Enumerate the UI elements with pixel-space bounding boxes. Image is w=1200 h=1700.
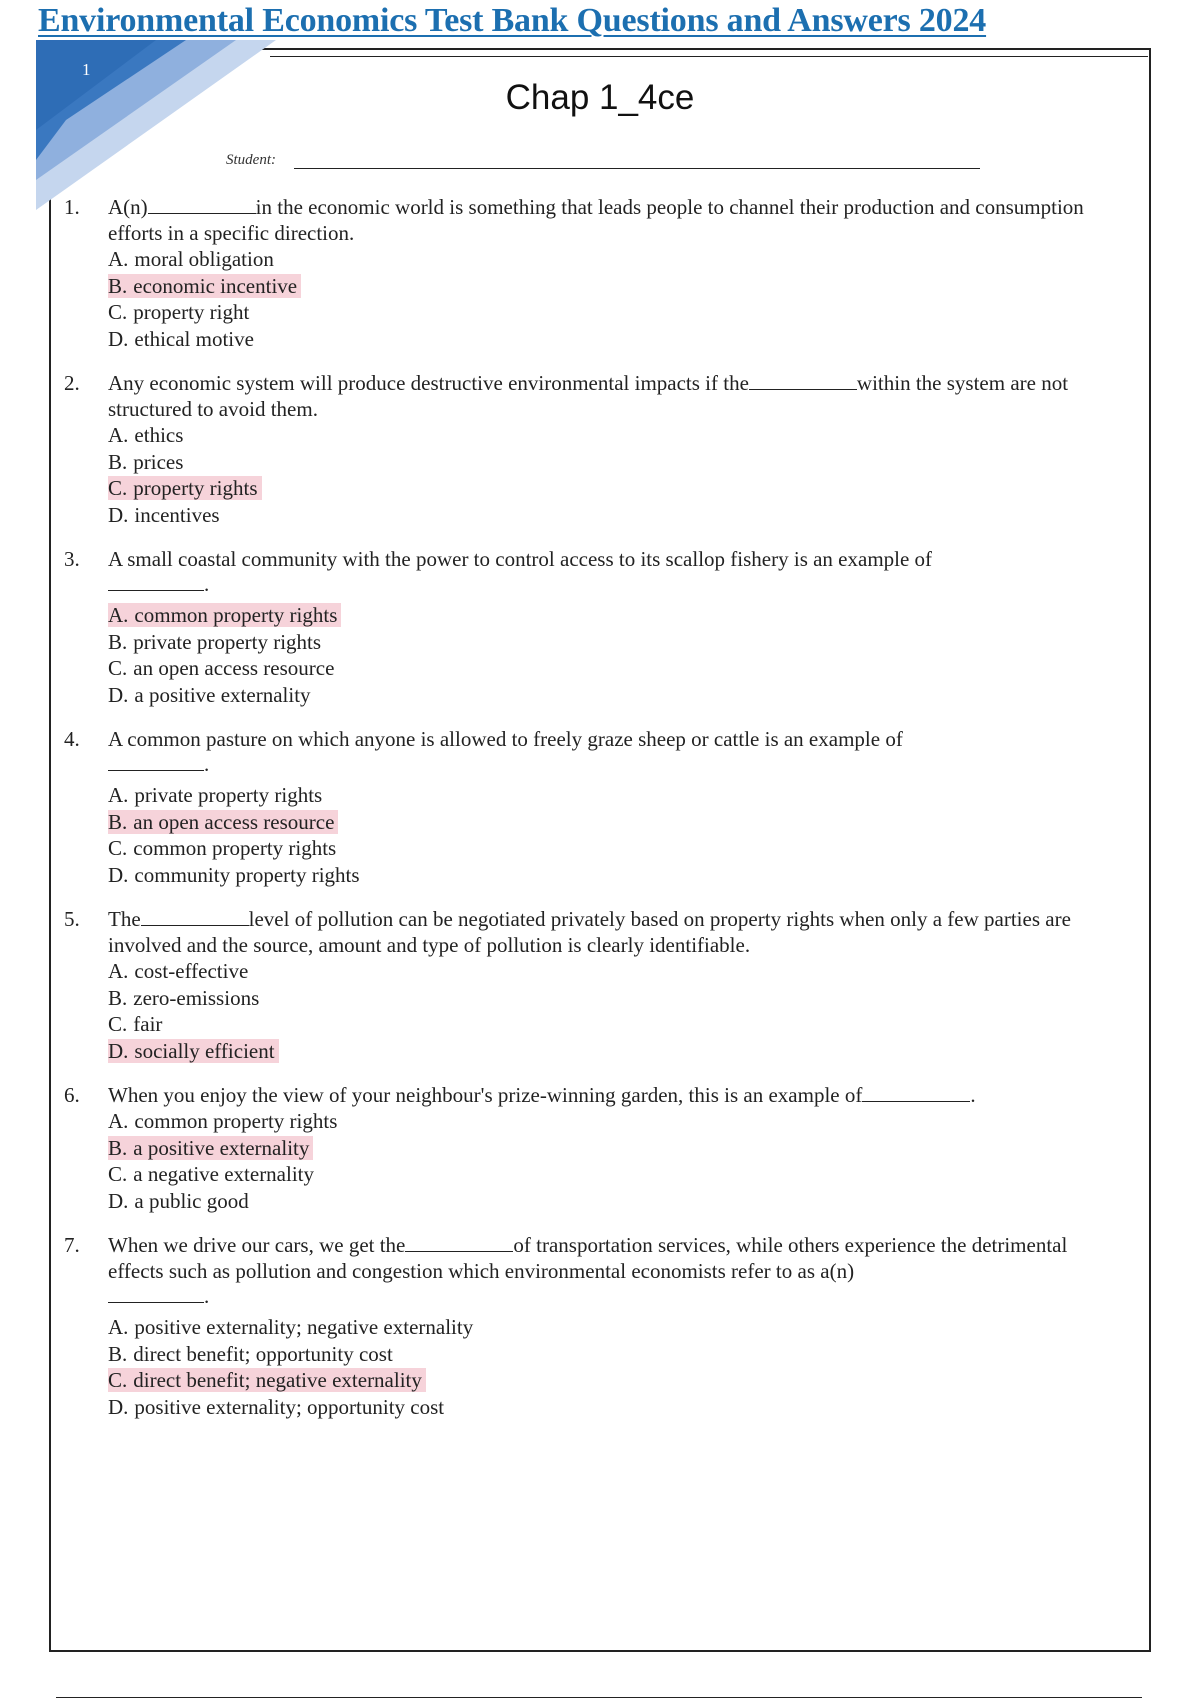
question-stem: [108, 1232, 1124, 1284]
option-letter: A.: [108, 959, 129, 983]
question-stem: [108, 370, 1124, 422]
option-letter: D.: [108, 1188, 129, 1213]
answer-blank: [749, 371, 857, 390]
question-number: 1.: [64, 195, 80, 219]
option-a[interactable]: [108, 602, 1124, 629]
option-d[interactable]: [108, 862, 1124, 889]
option-text: ethics: [134, 423, 184, 447]
page-number: 1: [82, 60, 91, 79]
option-b[interactable]: [108, 449, 1124, 476]
answer-blank-line: [108, 752, 1124, 782]
option-text: positive externality; opportunity cost: [134, 1394, 445, 1419]
stem-text: in the economic world is something that leads people to channel their production and consumption efforts in a specific direction.: [108, 195, 1084, 245]
answer-blank-line: [108, 572, 1124, 602]
correct-answer-highlight: [108, 476, 262, 500]
option-letter: A.: [108, 1109, 129, 1133]
stem-text: The: [108, 907, 141, 931]
option-text: private property rights: [134, 783, 323, 807]
option-text: a negative externality: [133, 1162, 315, 1186]
question-number: 6.: [64, 1083, 80, 1107]
option-text: property right: [133, 300, 250, 324]
stem-text: .: [204, 572, 210, 596]
stem-text: of transportation services, while others experience the detrimental effects such as pollution and congestion which environmental economists refer to as a(n): [108, 1233, 1068, 1283]
option-letter: A.: [108, 603, 129, 627]
question-number: 2.: [64, 371, 80, 395]
top-rule: [270, 56, 1148, 57]
option-c[interactable]: [108, 835, 1124, 862]
option-b[interactable]: [108, 1135, 1124, 1162]
correct-answer-highlight: [108, 1368, 426, 1392]
student-name-line[interactable]: [294, 168, 980, 169]
option-list: [108, 782, 1124, 888]
question-4: [64, 726, 1124, 888]
stem-text: Any economic system will produce destructive environmental impacts if the: [108, 371, 749, 395]
stem-text: When you enjoy the view of your neighbour's prize-winning garden, this is an example of: [108, 1083, 863, 1107]
option-c[interactable]: [108, 1161, 1124, 1188]
option-text: common property rights: [134, 603, 338, 627]
option-letter: D.: [108, 682, 129, 707]
option-list: [108, 422, 1124, 528]
chapter-title-text: Chap 1_4ce: [505, 78, 695, 117]
question-2: [64, 370, 1124, 528]
stem-text: within the system are not structured to avoid them.: [108, 371, 1069, 421]
option-b[interactable]: [108, 985, 1124, 1012]
answer-blank: [148, 195, 256, 214]
question-stem: [108, 1082, 1124, 1108]
stem-text: A(n): [108, 195, 148, 219]
option-list: [108, 246, 1124, 352]
answer-blank: [108, 1284, 204, 1303]
option-c[interactable]: [108, 475, 1124, 502]
option-b[interactable]: [108, 629, 1124, 656]
correct-answer-highlight: [108, 1136, 313, 1160]
option-b[interactable]: [108, 273, 1124, 300]
option-d[interactable]: [108, 682, 1124, 709]
option-letter: D.: [108, 502, 129, 527]
question-list: [64, 194, 1124, 1438]
option-text: cost-effective: [134, 959, 249, 983]
stem-text: level of pollution can be negotiated privately based on property rights when only a few parties are involved and the source, amount and type of pollution is clearly identifiable.: [108, 907, 1071, 957]
correct-answer-highlight: [108, 810, 338, 834]
option-b[interactable]: [108, 1341, 1124, 1368]
option-letter: C.: [108, 1012, 128, 1036]
option-letter: C.: [108, 1162, 128, 1186]
option-text: prices: [133, 449, 184, 474]
answer-blank: [141, 907, 249, 926]
option-letter: D.: [108, 1038, 129, 1063]
option-text: a public good: [134, 1188, 249, 1213]
question-3: [64, 546, 1124, 708]
option-a[interactable]: [108, 246, 1124, 273]
option-d[interactable]: [108, 502, 1124, 529]
option-letter: B.: [108, 809, 128, 834]
option-letter: C.: [108, 1368, 128, 1392]
option-a[interactable]: [108, 782, 1124, 809]
question-number: 7.: [64, 1233, 80, 1257]
option-text: positive externality; negative externality: [134, 1315, 474, 1339]
student-label: Student:: [226, 152, 276, 168]
option-letter: C.: [108, 836, 128, 860]
option-b[interactable]: [108, 809, 1124, 836]
option-text: ethical motive: [134, 326, 254, 351]
option-letter: A.: [108, 783, 129, 807]
option-text: private property rights: [133, 629, 322, 654]
answer-blank: [108, 752, 204, 771]
question-stem: A common pasture on which anyone is allowed to freely graze sheep or cattle is an example of: [108, 727, 903, 751]
question-5: [64, 906, 1124, 1064]
option-text: common property rights: [134, 1109, 338, 1133]
option-text: a positive externality: [134, 682, 311, 707]
option-text: socially efficient: [134, 1038, 275, 1063]
correct-answer-highlight: [108, 1039, 279, 1063]
option-letter: C.: [108, 300, 128, 324]
option-letter: A.: [108, 1315, 129, 1339]
option-d[interactable]: [108, 1394, 1124, 1421]
option-c[interactable]: [108, 1367, 1124, 1394]
answer-blank-line: [108, 1284, 1124, 1314]
option-letter: B.: [108, 449, 128, 474]
option-text: property rights: [133, 476, 258, 500]
option-c[interactable]: [108, 655, 1124, 682]
answer-blank: [405, 1233, 513, 1252]
option-text: an open access resource: [133, 656, 335, 680]
bottom-rule: [56, 1697, 1142, 1698]
question-stem: [108, 906, 1124, 958]
option-d[interactable]: [108, 1188, 1124, 1215]
option-letter: A.: [108, 423, 129, 447]
option-list: [108, 958, 1124, 1064]
option-letter: C.: [108, 476, 128, 500]
answer-blank: [862, 1083, 970, 1102]
option-a[interactable]: [108, 1108, 1124, 1135]
option-text: moral obligation: [134, 247, 274, 271]
option-text: incentives: [134, 502, 220, 527]
option-text: fair: [133, 1012, 163, 1036]
question-stem: A small coastal community with the power to control access to its scallop fishery is an example of: [108, 547, 933, 571]
corner-decoration: [36, 40, 276, 210]
option-list: [108, 1108, 1124, 1214]
correct-answer-highlight: [108, 274, 301, 298]
question-number: 3.: [64, 547, 80, 571]
correct-answer-highlight: [108, 603, 341, 627]
option-letter: B.: [108, 985, 128, 1010]
option-a[interactable]: [108, 958, 1124, 985]
option-text: an open access resource: [133, 809, 335, 834]
stem-text: .: [970, 1083, 976, 1107]
chapter-title: [0, 78, 1200, 118]
option-text: common property rights: [133, 836, 337, 860]
option-text: zero-emissions: [133, 985, 260, 1010]
option-letter: D.: [108, 862, 129, 887]
option-text: community property rights: [134, 862, 360, 887]
option-text: direct benefit; negative externality: [133, 1368, 422, 1392]
option-letter: B.: [108, 273, 128, 298]
option-text: a positive externality: [133, 1135, 310, 1160]
stem-text: When we drive our cars, we get the: [108, 1233, 406, 1257]
option-letter: B.: [108, 629, 128, 654]
option-letter: D.: [108, 1394, 129, 1419]
question-6: [64, 1082, 1124, 1214]
answer-blank: [108, 572, 204, 591]
option-c[interactable]: [108, 1011, 1124, 1038]
stem-text: .: [204, 752, 210, 776]
option-letter: B.: [108, 1135, 128, 1160]
question-number: 5.: [64, 907, 80, 931]
question-stem: [108, 194, 1124, 246]
option-letter: B.: [108, 1341, 128, 1366]
option-c[interactable]: [108, 299, 1124, 326]
question-1: [64, 194, 1124, 352]
option-list: [108, 602, 1124, 708]
stem-text: .: [204, 1284, 210, 1308]
question-number: 4.: [64, 727, 80, 751]
option-d[interactable]: [108, 1038, 1124, 1065]
question-7: [64, 1232, 1124, 1420]
option-letter: A.: [108, 247, 129, 271]
option-letter: D.: [108, 326, 129, 351]
option-letter: C.: [108, 656, 128, 680]
option-text: economic incentive: [133, 273, 298, 298]
option-d[interactable]: [108, 326, 1124, 353]
document-header-title: Environmental Economics Test Bank Questions and Answers 2024: [38, 2, 987, 39]
option-list: [108, 1314, 1124, 1420]
option-text: direct benefit; opportunity cost: [133, 1341, 393, 1366]
option-a[interactable]: [108, 1314, 1124, 1341]
option-a[interactable]: [108, 422, 1124, 449]
